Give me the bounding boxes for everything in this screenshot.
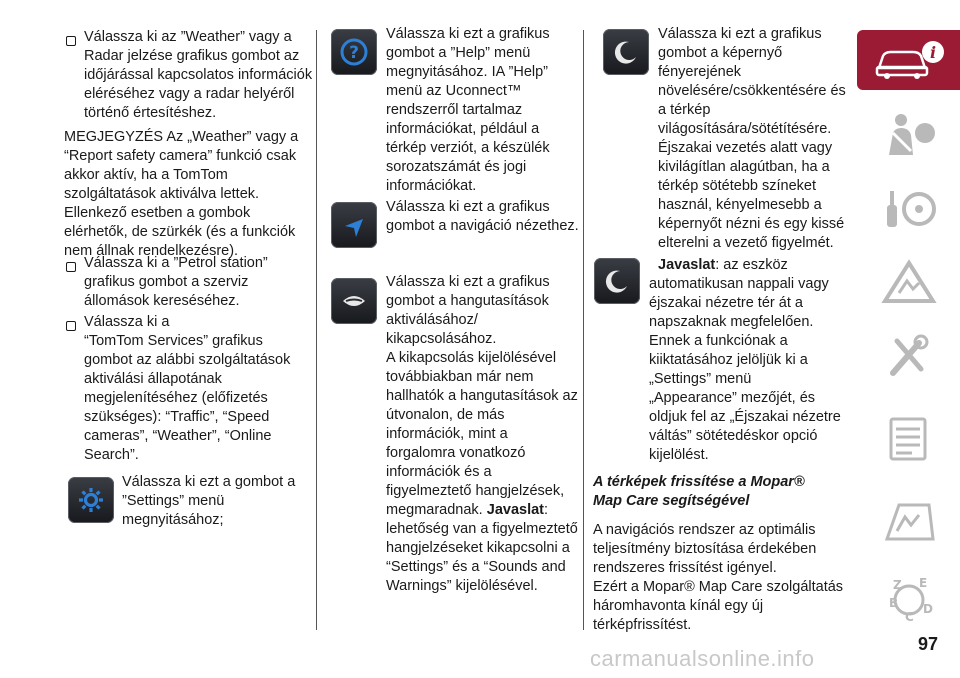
brightness-button-icon bbox=[603, 29, 649, 75]
text-line: Radar jelzése grafikus gombot az bbox=[84, 48, 300, 64]
text-line: “Settings” és a “Sounds and bbox=[386, 559, 566, 575]
column-divider bbox=[316, 30, 317, 630]
svg-text:Z: Z bbox=[892, 578, 902, 592]
svg-text:C: C bbox=[904, 610, 914, 624]
tip-label: Javaslat bbox=[658, 257, 716, 273]
text-line: használ, kényelmesebb a bbox=[658, 197, 822, 213]
list-icon bbox=[879, 415, 939, 461]
text-line: aktiválásához/ bbox=[386, 312, 478, 328]
tab-starting[interactable] bbox=[857, 178, 960, 238]
help-button-icon bbox=[331, 29, 377, 75]
text-line: rendszeres frissítést igényel. bbox=[593, 560, 777, 576]
text-line: megjelenítéséhez (előfizetés bbox=[84, 390, 268, 406]
text-line: sorozatszámát és jogi bbox=[386, 159, 527, 175]
text-line: napszaknak megfelelően. bbox=[649, 314, 814, 330]
text-line: szolgáltatások aktiválva lettek. bbox=[64, 186, 260, 202]
text-line: teljesítmény biztosítása érdekében bbox=[593, 541, 817, 557]
text-line: Éjszakai vezetés alatt vagy bbox=[658, 140, 833, 156]
text-line: Search”. bbox=[84, 447, 139, 463]
tab-warnings[interactable] bbox=[857, 252, 960, 312]
text-line: rendszerről tartalmaz bbox=[386, 102, 523, 118]
text-line: háromhavonta kínál egy új bbox=[593, 598, 764, 614]
text-line: „Appearance” mezőjét, és bbox=[649, 390, 816, 406]
tab-car-info[interactable] bbox=[857, 30, 960, 90]
text-line: Válassza ki a bbox=[84, 314, 170, 330]
svg-text:E: E bbox=[918, 576, 927, 590]
text-line: információkat. bbox=[386, 178, 477, 194]
text-line: figyelmeztető hangjelzések, bbox=[386, 483, 565, 499]
text-line: világosítására/sötétítésére. bbox=[658, 121, 832, 137]
text-line: elérhetők, de szürkék (és a funkciók bbox=[64, 224, 296, 240]
text-line: növelésére/csökkentésére és bbox=[658, 83, 846, 99]
text-line: térkép sötétebb színeket bbox=[658, 178, 816, 194]
text-line: Válassza ki ezt a grafikus bbox=[658, 26, 822, 42]
tip-label: Javaslat bbox=[486, 502, 544, 518]
text-line: gombot az alábbi szolgáltatások bbox=[84, 352, 291, 368]
text-line: képernyőt nézni és egy kissé bbox=[658, 216, 845, 232]
text-line: hallhatók a hangutasítások az bbox=[386, 388, 578, 404]
text-line: menü az Uconnect™ bbox=[386, 83, 522, 99]
text-line: Ennek a funkciónak a bbox=[649, 333, 788, 349]
text-line: A kikapcsolás kijelölésével bbox=[386, 350, 557, 366]
text-line: kivilágítlan alagútban, ha a bbox=[658, 159, 830, 175]
tab-maintenance[interactable] bbox=[857, 326, 960, 386]
text-line: éjszakai nézetre tér át a bbox=[649, 295, 803, 311]
bullet-marker bbox=[66, 262, 76, 272]
text-line: kikapcsolásához. bbox=[386, 331, 497, 347]
text-line: lehetőség van a figyelmeztető bbox=[386, 521, 578, 537]
text-line: Válassza ki az ”Weather” vagy a bbox=[84, 29, 292, 45]
text-line: szükséges): “Traffic”, “Speed bbox=[84, 409, 270, 425]
text-line: kiiktatásához jelöljük ki a bbox=[649, 352, 808, 368]
text-line: váltás” sötétedéskor opció bbox=[649, 428, 818, 444]
text-line: Warnings” kijelölésével. bbox=[386, 578, 538, 594]
column-divider bbox=[583, 30, 584, 630]
text-line bbox=[386, 501, 548, 520]
text-line: Válassza ki ezt a grafikus bbox=[386, 274, 550, 290]
help-icon bbox=[339, 37, 369, 67]
text-line: térkép verziót, a készülék bbox=[386, 140, 550, 156]
car-crash-icon bbox=[879, 497, 939, 543]
key-steering-icon bbox=[879, 185, 939, 231]
navigation-view-button-icon bbox=[331, 202, 377, 248]
text-line: információk, mint a bbox=[386, 426, 508, 442]
svg-text:i: i bbox=[929, 43, 936, 62]
text-line: állomások kereséséhez. bbox=[84, 293, 240, 309]
tab-technical-data[interactable] bbox=[857, 408, 960, 468]
text-line: „Settings” menü bbox=[649, 371, 752, 387]
text-line: Válassza ki a ”Petrol station” bbox=[84, 255, 268, 271]
text-line bbox=[658, 256, 788, 275]
text-line: “TomTom Services” grafikus bbox=[84, 333, 263, 349]
moon-icon bbox=[611, 37, 641, 67]
text-line: grafikus gombot a szerviz bbox=[84, 274, 249, 290]
text-line: információkat, például a bbox=[386, 121, 540, 137]
watermark: carmanualsonline.info bbox=[590, 646, 815, 671]
text-line: megnyitásához; bbox=[122, 512, 224, 528]
heading-line: Map Care segítségével bbox=[593, 493, 750, 509]
gear-icon bbox=[76, 485, 106, 515]
text-line: cameras”, “Weather”, “Online bbox=[84, 428, 272, 444]
text-line: Válassza ki ezt a grafikus bbox=[386, 199, 550, 215]
night-mode-icon-box bbox=[594, 258, 640, 304]
text-line: időjárással kapcsolatos információk bbox=[84, 67, 313, 83]
text-line: Válassza ki ezt a grafikus bbox=[386, 26, 550, 42]
text-line: automatikusan nappali vagy bbox=[649, 276, 829, 292]
bullet-marker bbox=[66, 36, 76, 46]
text-line: megnyitásához. IA ”Help” bbox=[386, 64, 548, 80]
text-line: forgalomra vonatkozó bbox=[386, 445, 526, 461]
tab-safety[interactable] bbox=[857, 104, 960, 164]
text-line: fényerejének bbox=[658, 64, 742, 80]
text-line: információk és a bbox=[386, 464, 492, 480]
text-line: akkor aktív, ha a TomTom bbox=[64, 167, 228, 183]
text-line: nem állnak rendelkezésre). bbox=[64, 243, 239, 259]
text-line: aktiválási állapotának bbox=[84, 371, 222, 387]
text-span: : az eszköz bbox=[715, 257, 788, 273]
text-span: megmaradnak. bbox=[386, 502, 487, 518]
text-line: oldjuk fel az „Éjszakai nézetre bbox=[649, 409, 841, 425]
text-line: eléréséhez vagy a radar helyéről bbox=[84, 86, 295, 102]
text-line: gombot a hangutasítások bbox=[386, 293, 549, 309]
bullet-marker bbox=[66, 321, 76, 331]
seatbelt-airbag-icon bbox=[879, 111, 939, 157]
text-line: Válassza ki ezt a gombot a bbox=[122, 474, 296, 490]
text-line: útvonalon, de más bbox=[386, 407, 505, 423]
alphabet-index-icon bbox=[879, 575, 939, 625]
settings-button-icon bbox=[68, 477, 114, 523]
text-line: térképfrissítést. bbox=[593, 617, 692, 633]
heading-line: A térképek frissítése a Mopar® bbox=[593, 474, 805, 490]
text-line: a térkép bbox=[658, 102, 711, 118]
mute-icon bbox=[339, 286, 369, 316]
warning-triangle-icon bbox=[879, 259, 939, 305]
text-line: Ellenkező esetben a gombok bbox=[64, 205, 251, 221]
text-line: továbbiakban már nem bbox=[386, 369, 534, 385]
text-line: elterelni a vezető figyelmét. bbox=[658, 235, 834, 251]
navigation-arrow-icon bbox=[339, 210, 369, 240]
car-info-icon bbox=[871, 38, 947, 82]
moon-icon bbox=[602, 266, 632, 296]
text-span: : bbox=[544, 502, 549, 518]
svg-text:B: B bbox=[888, 596, 898, 610]
svg-text:D: D bbox=[922, 602, 933, 616]
text-line: gombot a képernyő bbox=[658, 45, 783, 61]
text-line: A navigációs rendszer az optimális bbox=[593, 522, 816, 538]
text-line: “Report safety camera” funkció csak bbox=[64, 148, 297, 164]
text-line: gombot a navigáció nézethez. bbox=[386, 218, 579, 234]
wrench-icon bbox=[879, 333, 939, 379]
page-number: 97 bbox=[918, 634, 939, 654]
text-line: ”Settings” menü bbox=[122, 493, 225, 509]
tab-multimedia[interactable] bbox=[857, 490, 960, 550]
text-line: kijelölést. bbox=[649, 447, 709, 463]
text-line: történő értesítéshez. bbox=[84, 105, 217, 121]
text-line: gombot a ”Help” menü bbox=[386, 45, 531, 61]
text-line: Ezért a Mopar® Map Care szolgáltatás bbox=[593, 579, 844, 595]
svg-text:?: ? bbox=[349, 43, 359, 63]
text-line: MEGJEGYZÉS Az „Weather” vagy a bbox=[64, 129, 299, 145]
text-line: hangjelzéseket kikapcsolni a bbox=[386, 540, 570, 556]
tab-index[interactable] bbox=[857, 570, 960, 630]
voice-guidance-button-icon bbox=[331, 278, 377, 324]
